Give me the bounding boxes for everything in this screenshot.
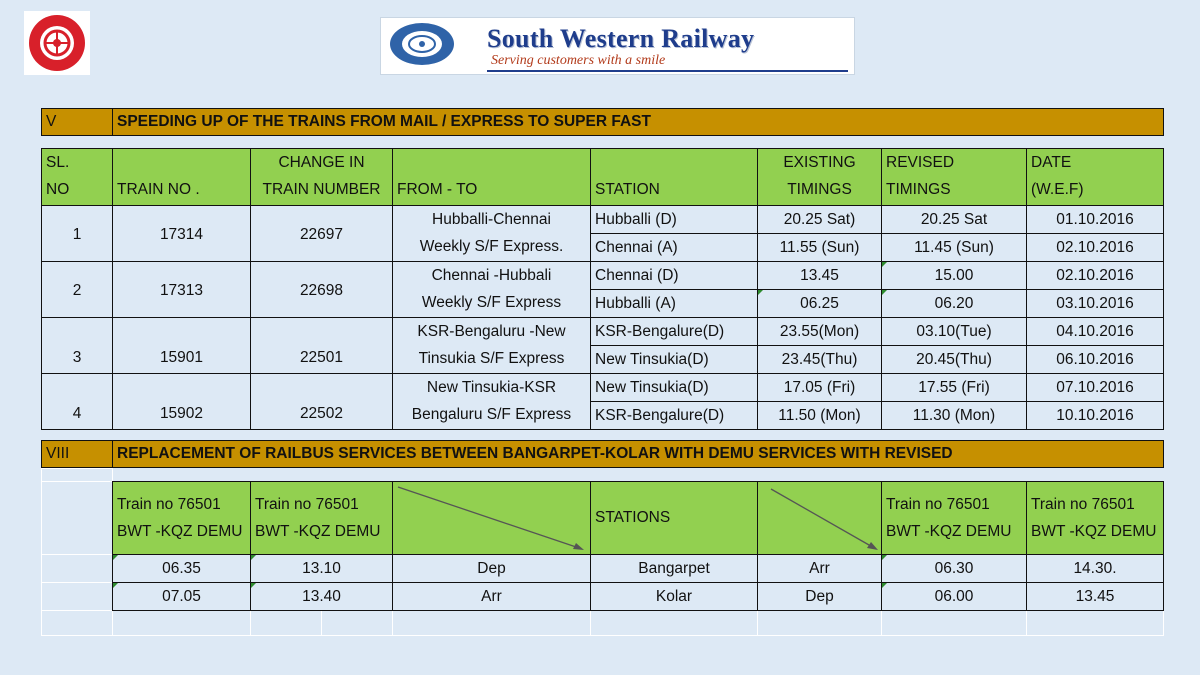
row4-stop2-date: 10.10.2016 bbox=[1026, 401, 1164, 430]
row4-new-no: 22502 bbox=[250, 373, 393, 430]
row2-stop1-station: Chennai (D) bbox=[590, 261, 758, 290]
demu-header-col2: Train no 76501 BWT -KQZ DEMU bbox=[250, 481, 393, 555]
row4-stop1-revised: 17.55 (Fri) bbox=[881, 373, 1027, 402]
indian-railways-roundel-icon bbox=[24, 11, 90, 75]
demu-header-col6: Train no 76501 BWT -KQZ DEMU bbox=[881, 481, 1027, 555]
grid-cell bbox=[1026, 610, 1164, 636]
indian-railways-logo bbox=[24, 11, 90, 75]
row2-stop2-date: 03.10.2016 bbox=[1026, 289, 1164, 318]
row2-from-to: Chennai -Hubbali Weekly S/F Express bbox=[392, 261, 591, 318]
row3-stop1-revised: 03.10(Tue) bbox=[881, 317, 1027, 346]
banner-rule bbox=[487, 70, 848, 72]
row4-from-to: New Tinsukia-KSR Bengaluru S/F Express bbox=[392, 373, 591, 430]
demu-row1-t6: 06.30 bbox=[881, 554, 1027, 583]
demu-row2-type-left: Arr bbox=[392, 582, 591, 611]
row1-stop1-date: 01.10.2016 bbox=[1026, 205, 1164, 234]
grid-cell bbox=[41, 554, 113, 583]
row3-stop2-date: 06.10.2016 bbox=[1026, 345, 1164, 374]
row2-stop1-existing: 13.45 bbox=[757, 261, 882, 290]
row1-stop1-revised: 20.25 Sat bbox=[881, 205, 1027, 234]
grid-cell bbox=[757, 610, 882, 636]
row4-sl: 4 bbox=[41, 373, 113, 430]
grid-cell bbox=[41, 481, 113, 555]
header-sl-no: SL. NO bbox=[41, 148, 113, 206]
grid-cell bbox=[881, 610, 1027, 636]
grid-cell bbox=[250, 610, 322, 636]
header-change-number: CHANGE IN TRAIN NUMBER bbox=[250, 148, 393, 206]
header-station: STATION bbox=[590, 148, 758, 206]
row4-stop2-station: KSR-Bengalure(D) bbox=[590, 401, 758, 430]
header-from-to: FROM - TO bbox=[392, 148, 591, 206]
grid-cell bbox=[112, 610, 251, 636]
row3-stop1-date: 04.10.2016 bbox=[1026, 317, 1164, 346]
demu-row1-type-left: Dep bbox=[392, 554, 591, 583]
grid-cell bbox=[41, 610, 113, 636]
demu-row1-t2: 13.10 bbox=[250, 554, 393, 583]
row2-sl: 2 bbox=[41, 261, 113, 318]
row2-stop1-date: 02.10.2016 bbox=[1026, 261, 1164, 290]
row3-stop1-existing: 23.55(Mon) bbox=[757, 317, 882, 346]
demu-row2-type-right: Dep bbox=[757, 582, 882, 611]
row4-stop1-existing: 17.05 (Fri) bbox=[757, 373, 882, 402]
section-title: REPLACEMENT OF RAILBUS SERVICES BETWEEN BANGARPET-KOLAR WITH DEMU SERVICES WITH REVISED bbox=[112, 440, 1164, 468]
row3-stop2-existing: 23.45(Thu) bbox=[757, 345, 882, 374]
demu-row1-t1: 06.35 bbox=[112, 554, 251, 583]
grid-cell bbox=[321, 610, 393, 636]
row2-stop2-station: Hubballi (A) bbox=[590, 289, 758, 318]
section-number: V bbox=[41, 108, 113, 136]
row1-from-to: Hubballi-Chennai Weekly S/F Express. bbox=[392, 205, 591, 262]
row3-new-no: 22501 bbox=[250, 317, 393, 374]
row4-train-no: 15902 bbox=[112, 373, 251, 430]
row3-sl: 3 bbox=[41, 317, 113, 374]
row4-stop1-date: 07.10.2016 bbox=[1026, 373, 1164, 402]
row4-stop1-station: New Tinsukia(D) bbox=[590, 373, 758, 402]
row2-new-no: 22698 bbox=[250, 261, 393, 318]
section-number: VIII bbox=[41, 440, 113, 468]
org-name: South Western Railway bbox=[487, 24, 755, 53]
row1-stop2-date: 02.10.2016 bbox=[1026, 233, 1164, 262]
demu-row2-t1: 07.05 bbox=[112, 582, 251, 611]
demu-header-stations: STATIONS bbox=[590, 481, 758, 555]
grid-cell bbox=[41, 582, 113, 611]
header-banner bbox=[380, 17, 855, 75]
row2-stop1-revised: 15.00 bbox=[881, 261, 1027, 290]
row4-stop2-existing: 11.50 (Mon) bbox=[757, 401, 882, 430]
row3-from-to: KSR-Bengaluru -New Tinsukia S/F Express bbox=[392, 317, 591, 374]
header-train-no: TRAIN NO . bbox=[112, 148, 251, 206]
demu-row2-t7: 13.45 bbox=[1026, 582, 1164, 611]
demu-header-col7: Train no 76501 BWT -KQZ DEMU bbox=[1026, 481, 1164, 555]
row3-train-no: 15901 bbox=[112, 317, 251, 374]
row1-stop1-existing: 20.25 Sat) bbox=[757, 205, 882, 234]
railway-emblem-icon bbox=[387, 21, 457, 67]
row3-stop1-station: KSR-Bengalure(D) bbox=[590, 317, 758, 346]
grid-cell bbox=[41, 468, 113, 482]
header-existing-timings: EXISTING TIMINGS bbox=[757, 148, 882, 206]
header-revised-timings: REVISED TIMINGS bbox=[881, 148, 1027, 206]
grid-cell bbox=[590, 610, 758, 636]
row1-train-no: 17314 bbox=[112, 205, 251, 262]
row3-stop2-revised: 20.45(Thu) bbox=[881, 345, 1027, 374]
header-date: DATE (W.E.F) bbox=[1026, 148, 1164, 206]
demu-row1-t7: 14.30. bbox=[1026, 554, 1164, 583]
row2-stop2-existing: 06.25 bbox=[757, 289, 882, 318]
row2-train-no: 17313 bbox=[112, 261, 251, 318]
demu-row2-t2: 13.40 bbox=[250, 582, 393, 611]
section-title: SPEEDING UP OF THE TRAINS FROM MAIL / EXPRESS TO SUPER FAST bbox=[112, 108, 1164, 136]
row1-new-no: 22697 bbox=[250, 205, 393, 262]
demu-row1-station: Bangarpet bbox=[590, 554, 758, 583]
row1-stop2-station: Chennai (A) bbox=[590, 233, 758, 262]
demu-row1-type-right: Arr bbox=[757, 554, 882, 583]
row4-stop2-revised: 11.30 (Mon) bbox=[881, 401, 1027, 430]
row1-stop2-revised: 11.45 (Sun) bbox=[881, 233, 1027, 262]
row1-stop2-existing: 11.55 (Sun) bbox=[757, 233, 882, 262]
direction-arrow-icon bbox=[757, 481, 882, 555]
row2-stop2-revised: 06.20 bbox=[881, 289, 1027, 318]
tagline: Serving customers with a smile bbox=[491, 53, 666, 68]
demu-row2-station: Kolar bbox=[590, 582, 758, 611]
grid-cell bbox=[392, 610, 591, 636]
row1-sl: 1 bbox=[41, 205, 113, 262]
direction-arrow-icon bbox=[392, 481, 591, 555]
demu-row2-t6: 06.00 bbox=[881, 582, 1027, 611]
row1-stop1-station: Hubballi (D) bbox=[590, 205, 758, 234]
row3-stop2-station: New Tinsukia(D) bbox=[590, 345, 758, 374]
demu-header-col1: Train no 76501 BWT -KQZ DEMU bbox=[112, 481, 251, 555]
